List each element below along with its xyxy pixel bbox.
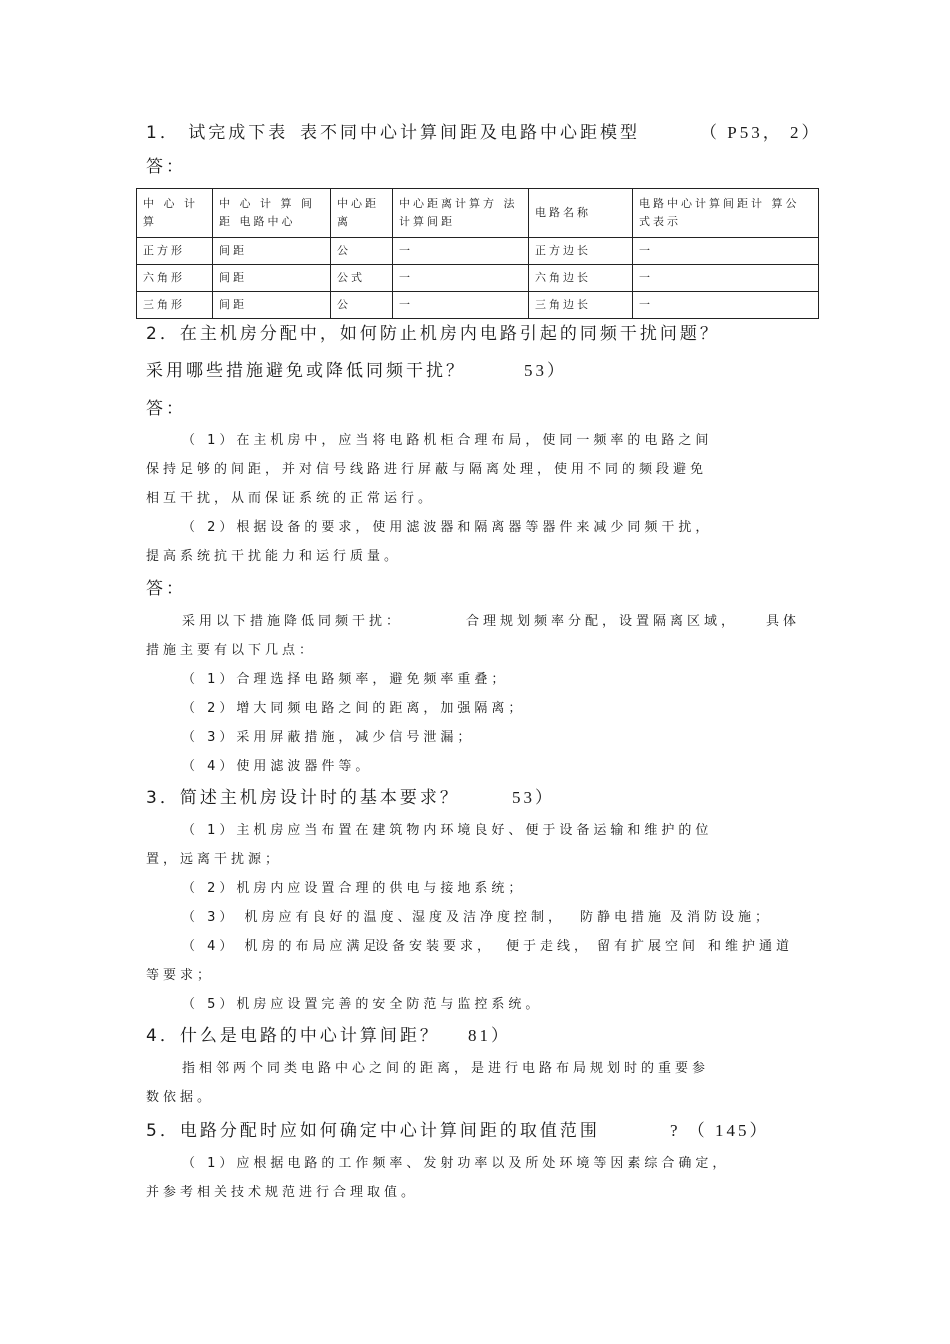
q3-item4b: 设备安装要求，	[375, 939, 495, 954]
q2-paragraph2-line2: 提高系统抗干扰能力和运行质量。	[146, 549, 402, 564]
q5-heading: 5．电路分配时应如何确定中心计算间距的取值范围	[146, 1121, 600, 1141]
table-row	[137, 238, 819, 265]
q3-item3a: （ 3） 机房应有良好的温度、	[182, 910, 415, 925]
table-cell: 三角边长	[529, 292, 633, 319]
table-cell: 三角形	[137, 292, 213, 319]
q3-item1-line1: （ 1）主机房应当布置在建筑物内环境良好、便于设备运输和维护的位	[182, 823, 713, 838]
q3-item4c: 便于走线，	[506, 939, 592, 954]
table-cell: 正方形	[137, 238, 213, 265]
table-cell: 间距	[213, 265, 331, 292]
q3-item1-line2: 置，远离干扰源；	[146, 852, 283, 867]
q3-item4e: 和维护通道	[708, 939, 794, 954]
table-header-cell: 中心距 离	[331, 189, 393, 238]
q2-answer2-line2: 措施主要有以下几点：	[146, 643, 317, 658]
table-cell: 一	[393, 238, 529, 265]
table-header-cell: 中 心 计 算 间 距 电路中心	[213, 189, 331, 238]
table-row	[137, 292, 819, 319]
table-header-cell: 电路名称	[529, 189, 633, 238]
table-header-cell: 电路中心计算间距计 算公式表示	[633, 189, 819, 238]
q2-measure-1: （ 1）合理选择电路频率，避免频率重叠；	[182, 672, 509, 687]
q3-item3b: 湿度及洁净度控制，	[412, 910, 566, 925]
q3-heading: 3．简述主机房设计时的基本要求？	[146, 788, 460, 808]
table-cell: 正方边长	[529, 238, 633, 265]
table-row	[137, 265, 819, 292]
q2-measure-4: （ 4）使用滤波器件等。	[182, 759, 373, 774]
table-cell: 一	[633, 265, 819, 292]
q4-answer-line1: 指相邻两个同类电路中心之间的距离，是进行电路布局规划时的重要参	[182, 1061, 710, 1076]
q2-reference: 53）	[524, 361, 567, 380]
q5-paragraph1-line2: 并参考相关技术规范进行合理取值。	[146, 1185, 419, 1200]
q4-reference: 81）	[468, 1026, 511, 1045]
q2-paragraph1-line3: 相互干扰，从而保证系统的正常运行。	[146, 491, 436, 506]
q3-item3c: 防静电措施	[580, 910, 666, 925]
q1-answer-label: 答：	[146, 157, 186, 177]
q4-heading: 4．什么是电路的中心计算间距？	[146, 1026, 440, 1046]
q2-answer2-line1b: 合理规划频率分配，设置隔离区域，	[466, 614, 739, 629]
q1-reference: （ P53， 2）	[700, 123, 822, 142]
q3-item4d: 留有扩展空间	[597, 939, 700, 954]
table-cell: 一	[393, 292, 529, 319]
table-cell: 公	[331, 292, 393, 319]
table-cell: 间距	[213, 292, 331, 319]
q1-heading: 1． 试完成下表	[146, 123, 289, 143]
q1-heading-middle: 表不同中心计算间距及电路中心距模型	[300, 123, 640, 143]
q2-answer2-line1c: 具体	[766, 614, 801, 629]
q2-heading-line2: 采用哪些措施避免或降低同频干扰？	[146, 361, 466, 381]
table-cell: 一	[393, 265, 529, 292]
q3-item2: （ 2）机房内应设置合理的供电与接地系统；	[182, 881, 526, 896]
table-cell: 一	[633, 238, 819, 265]
table-cell: 间距	[213, 238, 331, 265]
q3-item3d: 及消防设施；	[670, 910, 773, 925]
q2-answer-label-2: 答：	[146, 579, 186, 599]
table-cell: 六角形	[137, 265, 213, 292]
table-cell: 公	[331, 238, 393, 265]
q2-paragraph2-line1: （ 2）根据设备的要求，使用滤波器和隔离器等器件来减少同频干扰，	[182, 520, 713, 535]
q5-paragraph1-line1: （ 1）应根据电路的工作频率、发射功率以及所处环境等因素综合确定，	[182, 1156, 730, 1171]
q2-measure-2: （ 2）增大同频电路之间的距离，加强隔离；	[182, 701, 526, 716]
q3-item4a: （ 4） 机房的布局应满足	[182, 939, 381, 954]
table-cell: 六角边长	[529, 265, 633, 292]
spacing-table	[136, 188, 819, 319]
q2-answer2-line1a: 采用以下措施降低同频干扰：	[182, 614, 404, 629]
q2-measure-3: （ 3）采用屏蔽措施，减少信号泄漏；	[182, 730, 475, 745]
q3-item5: （ 5）机房应设置完善的安全防范与监控系统。	[182, 997, 543, 1012]
q4-answer-line2: 数依据。	[146, 1090, 215, 1105]
table-header-cell: 中 心 计 算	[137, 189, 213, 238]
q2-paragraph1-line1: （ 1）在主机房中，应当将电路机柜合理布局，使同一频率的电路之间	[182, 433, 713, 448]
q2-heading-line1: 2．在主机房分配中，如何防止机房内电路引起的同频干扰问题？	[146, 324, 720, 344]
q3-reference: 53）	[512, 788, 555, 807]
table-header-row	[137, 189, 819, 238]
q3-item4-line2: 等要求；	[146, 968, 215, 983]
q5-reference: ? （ 145）	[670, 1121, 770, 1140]
table-cell: 一	[633, 292, 819, 319]
q2-paragraph1-line2: 保持足够的间距，并对信号线路进行屏蔽与隔离处理，使用不同的频段避免	[146, 462, 708, 477]
table-header-cell: 中心距离计算方 法计算间距	[393, 189, 529, 238]
table-cell: 公式	[331, 265, 393, 292]
q2-answer-label: 答：	[146, 399, 186, 419]
